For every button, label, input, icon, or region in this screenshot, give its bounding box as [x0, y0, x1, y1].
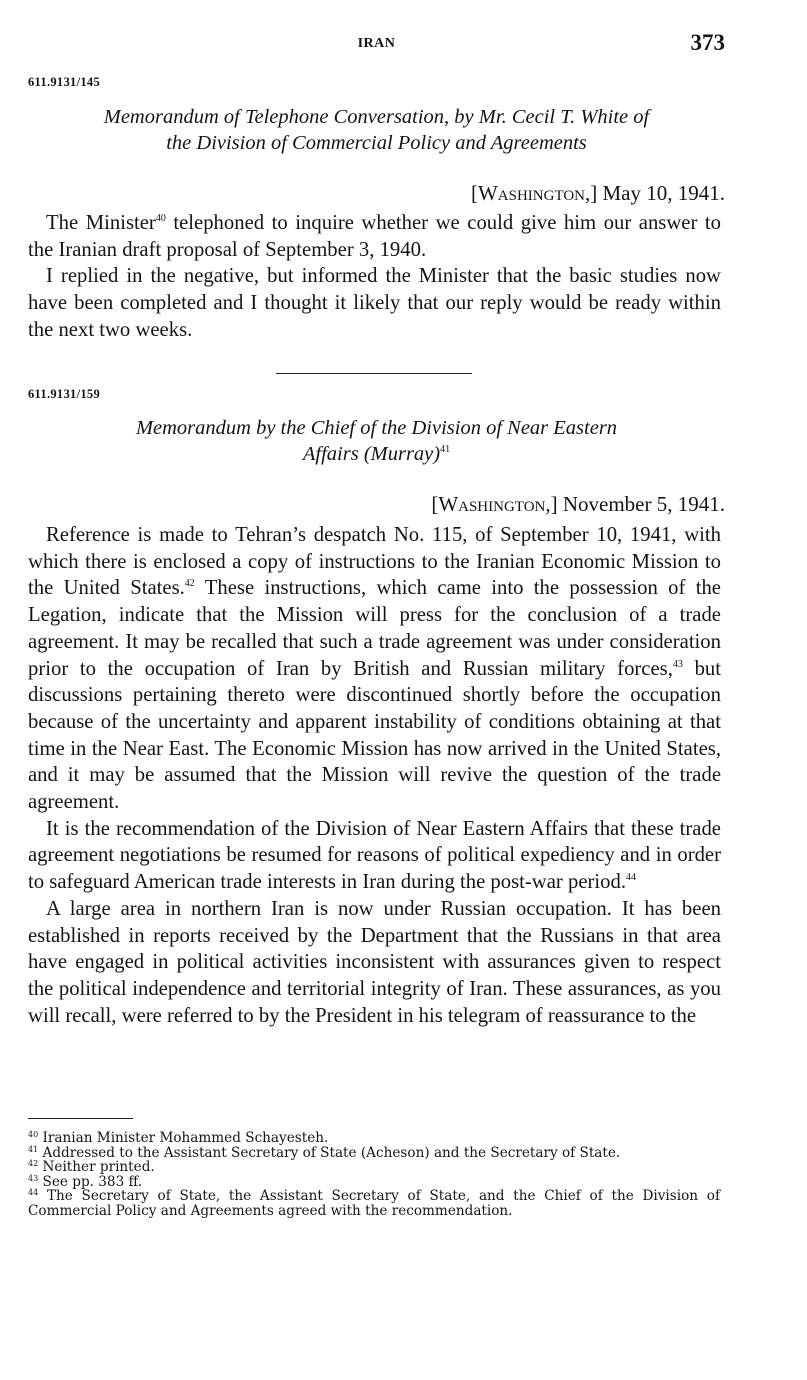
footnote-ref: 42: [184, 578, 195, 590]
footnote-ref: 40: [155, 213, 166, 224]
footnote: [28, 1131, 720, 1146]
paragraph-text: telephoned to inquire whether we could give him our answer to the Iranian draft proposal of September 3, 1940.: [28, 212, 721, 261]
memo-body: [28, 522, 721, 1029]
footnote-ref: 44: [626, 872, 637, 884]
page-number: 373: [690, 30, 725, 55]
footnote-number: 42: [28, 1159, 39, 1169]
paragraph-text: These instructions, which came into the possession of the Legation, indicate that the Mission will press for the conclusion of a trade agreement. It may be recalled that such a trade agreement was under consideration prior to the occupation of Iran by British and Russian military forces,: [28, 577, 721, 680]
memo-title: [28, 415, 725, 467]
footnote-number: 44: [28, 1188, 39, 1198]
paragraph-text: Reference is made to Tehran’s despatch No. 115, of September 10, 1941, with which there is enclosed a copy of instructions to the Iranian Economic Mission to the United States.: [28, 524, 721, 600]
running-head: [28, 30, 725, 60]
dateline-place: Washington,: [438, 492, 551, 516]
file-number: 611.9131/159: [28, 387, 101, 401]
paragraph-text: The Minister: [46, 212, 156, 234]
footnote-text: Neither printed.: [42, 1159, 155, 1176]
footnote-divider: [28, 1118, 133, 1119]
section-divider: [276, 373, 472, 374]
paragraph: [28, 522, 721, 816]
footnotes: [28, 1131, 720, 1219]
footnote: [28, 1146, 720, 1161]
memo-body: [28, 210, 721, 344]
footnote-number: 40: [28, 1130, 39, 1139]
footnote-ref: 43: [672, 658, 683, 670]
footnote: [28, 1175, 720, 1190]
running-head-title: IRAN: [357, 36, 396, 51]
footnote-ref: 41: [440, 444, 451, 455]
paragraph-text: but discussions pertaining thereto were discontinued shortly before the occupation because of the uncertainty and apparent instability of conditions obtaining at that time in the Near East. The Economic Mission has now arrived in the United States, and it may be assumed that the Mission will revive the question of the trade agreement.: [28, 657, 721, 814]
memo-title-line: the Division of Commercial Policy and Agreements: [166, 132, 587, 154]
footnote-text: Addressed to the Assistant Secretary of State (Acheson) and the Secretary of State.: [42, 1144, 621, 1161]
footnote-number: 41: [28, 1144, 39, 1154]
dateline-date: May 10, 1941.: [602, 181, 725, 205]
dateline: [Washington,] May 10, 1941.: [470, 181, 725, 205]
memo-title-text: Affairs (Murray): [302, 443, 441, 465]
dateline: [Washington,] November 5, 1941.: [431, 492, 725, 516]
footnote-text: Iranian Minister Mohammed Schayesteh.: [42, 1130, 329, 1146]
paragraph: [28, 816, 721, 896]
memo-title-line: Memorandum by the Chief of the Division of Near Eastern: [135, 417, 618, 439]
footnote: [28, 1189, 720, 1218]
dateline-date: November 5, 1941.: [562, 492, 725, 516]
memo-title-line: [28, 441, 725, 467]
memo-title-line: Memorandum of Telephone Conversation, by Mr. Cecil T. White of: [103, 106, 650, 128]
paragraph: [28, 210, 721, 263]
footnote-text: The Secretary of State, the Assistant Secretary of State, and the Chief of the Division of Commercial Policy and Agreements agreed with the recommendation.: [28, 1188, 720, 1219]
paragraph: A large area in northern Iran is now under Russian occupation. It has been established in reports received by the Department that the Russians in that area have engaged in political activities inconsistent with assurances given to respect the political independence and territorial integrity of Iran. These assurances, as you will recall, were referred to by the President in his telegram of reassurance to the: [28, 897, 721, 1027]
footnote-number: 43: [28, 1173, 39, 1183]
memo-title: [28, 104, 725, 156]
footnote: [28, 1160, 720, 1175]
file-number: 611.9131/145: [28, 75, 101, 89]
paragraph-text: It is the recommendation of the Division of Near Eastern Affairs that these trade agreement negotiations be resumed for reasons of political expediency and in order to safeguard American trade interests in Iran during the post-war period.: [28, 817, 721, 894]
dateline-place: Washington,: [477, 181, 591, 205]
paragraph: I replied in the negative, but informed the Minister that the basic studies now have been completed and I thought it likely that our reply would be ready within the next two weeks.: [28, 265, 721, 341]
footnote-text: See pp. 383 ff.: [42, 1173, 143, 1190]
